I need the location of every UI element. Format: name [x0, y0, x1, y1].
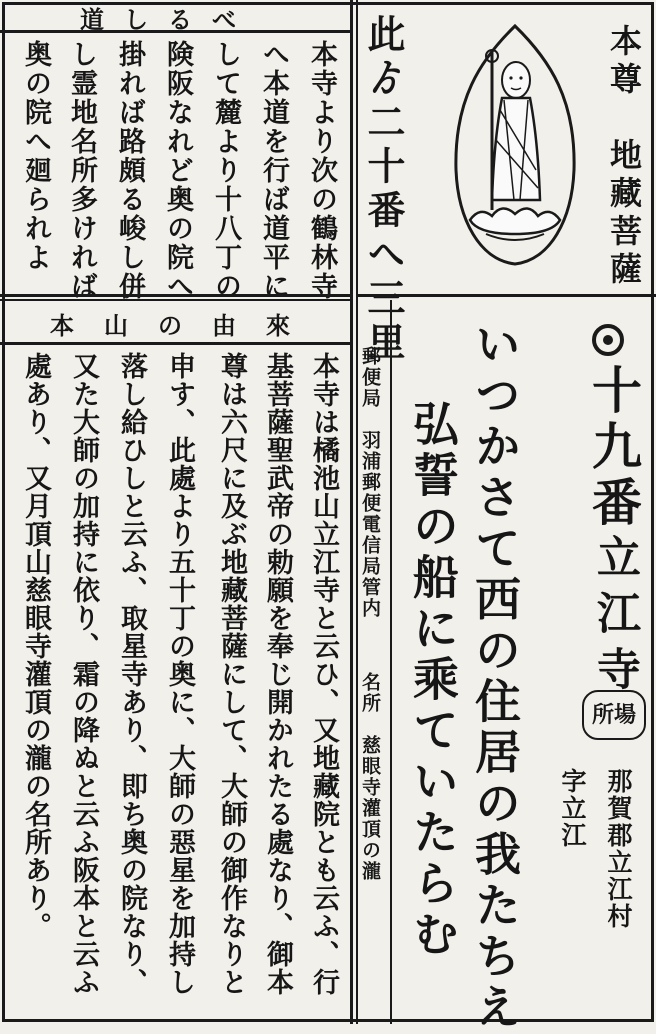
poem-line-1: いつかさて西の住居の我たちえ — [468, 320, 522, 1034]
distance-note: 此ゟ二十番へ三里 — [361, 14, 406, 366]
wayfinding-column-2: へ本道を行ば道平に — [258, 40, 289, 301]
postal-divider — [390, 300, 392, 1024]
poem-line-2: 弘誓の船に乘ていたらむ — [406, 400, 460, 961]
left-section-divider — [0, 294, 350, 297]
center-divider-inner — [356, 0, 358, 1024]
honzon-label: 本尊 地藏菩薩 — [605, 24, 643, 290]
history-column-1: 本寺は橘池山立江寺と云ひ、又地藏院とも云ふ、行 — [308, 352, 339, 996]
postal-office-note: 郵便局 羽浦郵便電信局管内 — [359, 346, 381, 619]
history-column-6: 又た大師の加持に依り、霜の降ぬと云ふ阪本と云ふ — [68, 352, 99, 996]
temple-name: 立江寺 — [589, 534, 640, 702]
wayfinding-column-4: 険阪なれど奥の院へ — [162, 40, 193, 301]
wayfinding-column-7: 奥の院へ廻られよ — [20, 40, 51, 272]
history-column-4: 申す、此處より五十丁の奥に、大師の惡星を加持し — [164, 352, 195, 996]
center-divider — [350, 0, 353, 1024]
wayfinding-column-5: 掛れば路頗る峻し併 — [114, 40, 145, 301]
temple-history-heading: 本山の由來 — [50, 311, 320, 340]
address-line-2: 字立江 — [558, 768, 587, 849]
scenic-spot-note: 名所 慈眼寺灌頂の瀧 — [359, 672, 381, 882]
wayfinding-heading: 道しるべ — [80, 5, 256, 34]
right-section-divider — [356, 294, 656, 297]
location-label: 所場 — [591, 702, 636, 728]
wayfinding-column-1: 本寺より次の鶴林寺 — [306, 40, 337, 301]
wayfinding-column-6: し霊地名所多ければ — [66, 40, 97, 301]
wayfinding-heading-rule — [0, 30, 350, 33]
history-column-2: 基菩薩聖武帝の勅願を奉じ開かれたる處なり、御本 — [262, 352, 293, 996]
temple-mark-icon — [592, 324, 624, 356]
location-label-box — [582, 690, 646, 740]
temple-number: 十九番 — [584, 364, 643, 532]
address-line-1: 那賀郡立江村 — [604, 768, 633, 930]
history-column-7: 處あり、又月頂山慈眼寺灌頂の瀧の名所あり。 — [20, 352, 51, 940]
left-section-divider-2 — [0, 299, 350, 301]
wayfinding-column-3: して麓より十八丁の — [210, 40, 241, 301]
temple-history-heading-rule — [0, 342, 350, 345]
history-column-5: 落し給ひしと云ふ、取星寺あり、即ち奥の院なり、 — [116, 352, 147, 996]
jizo-bodhisattva-illustration — [440, 20, 590, 280]
history-column-3: 尊は六尺に及ぶ地藏菩薩にして、大師の御作なりと — [216, 352, 247, 996]
